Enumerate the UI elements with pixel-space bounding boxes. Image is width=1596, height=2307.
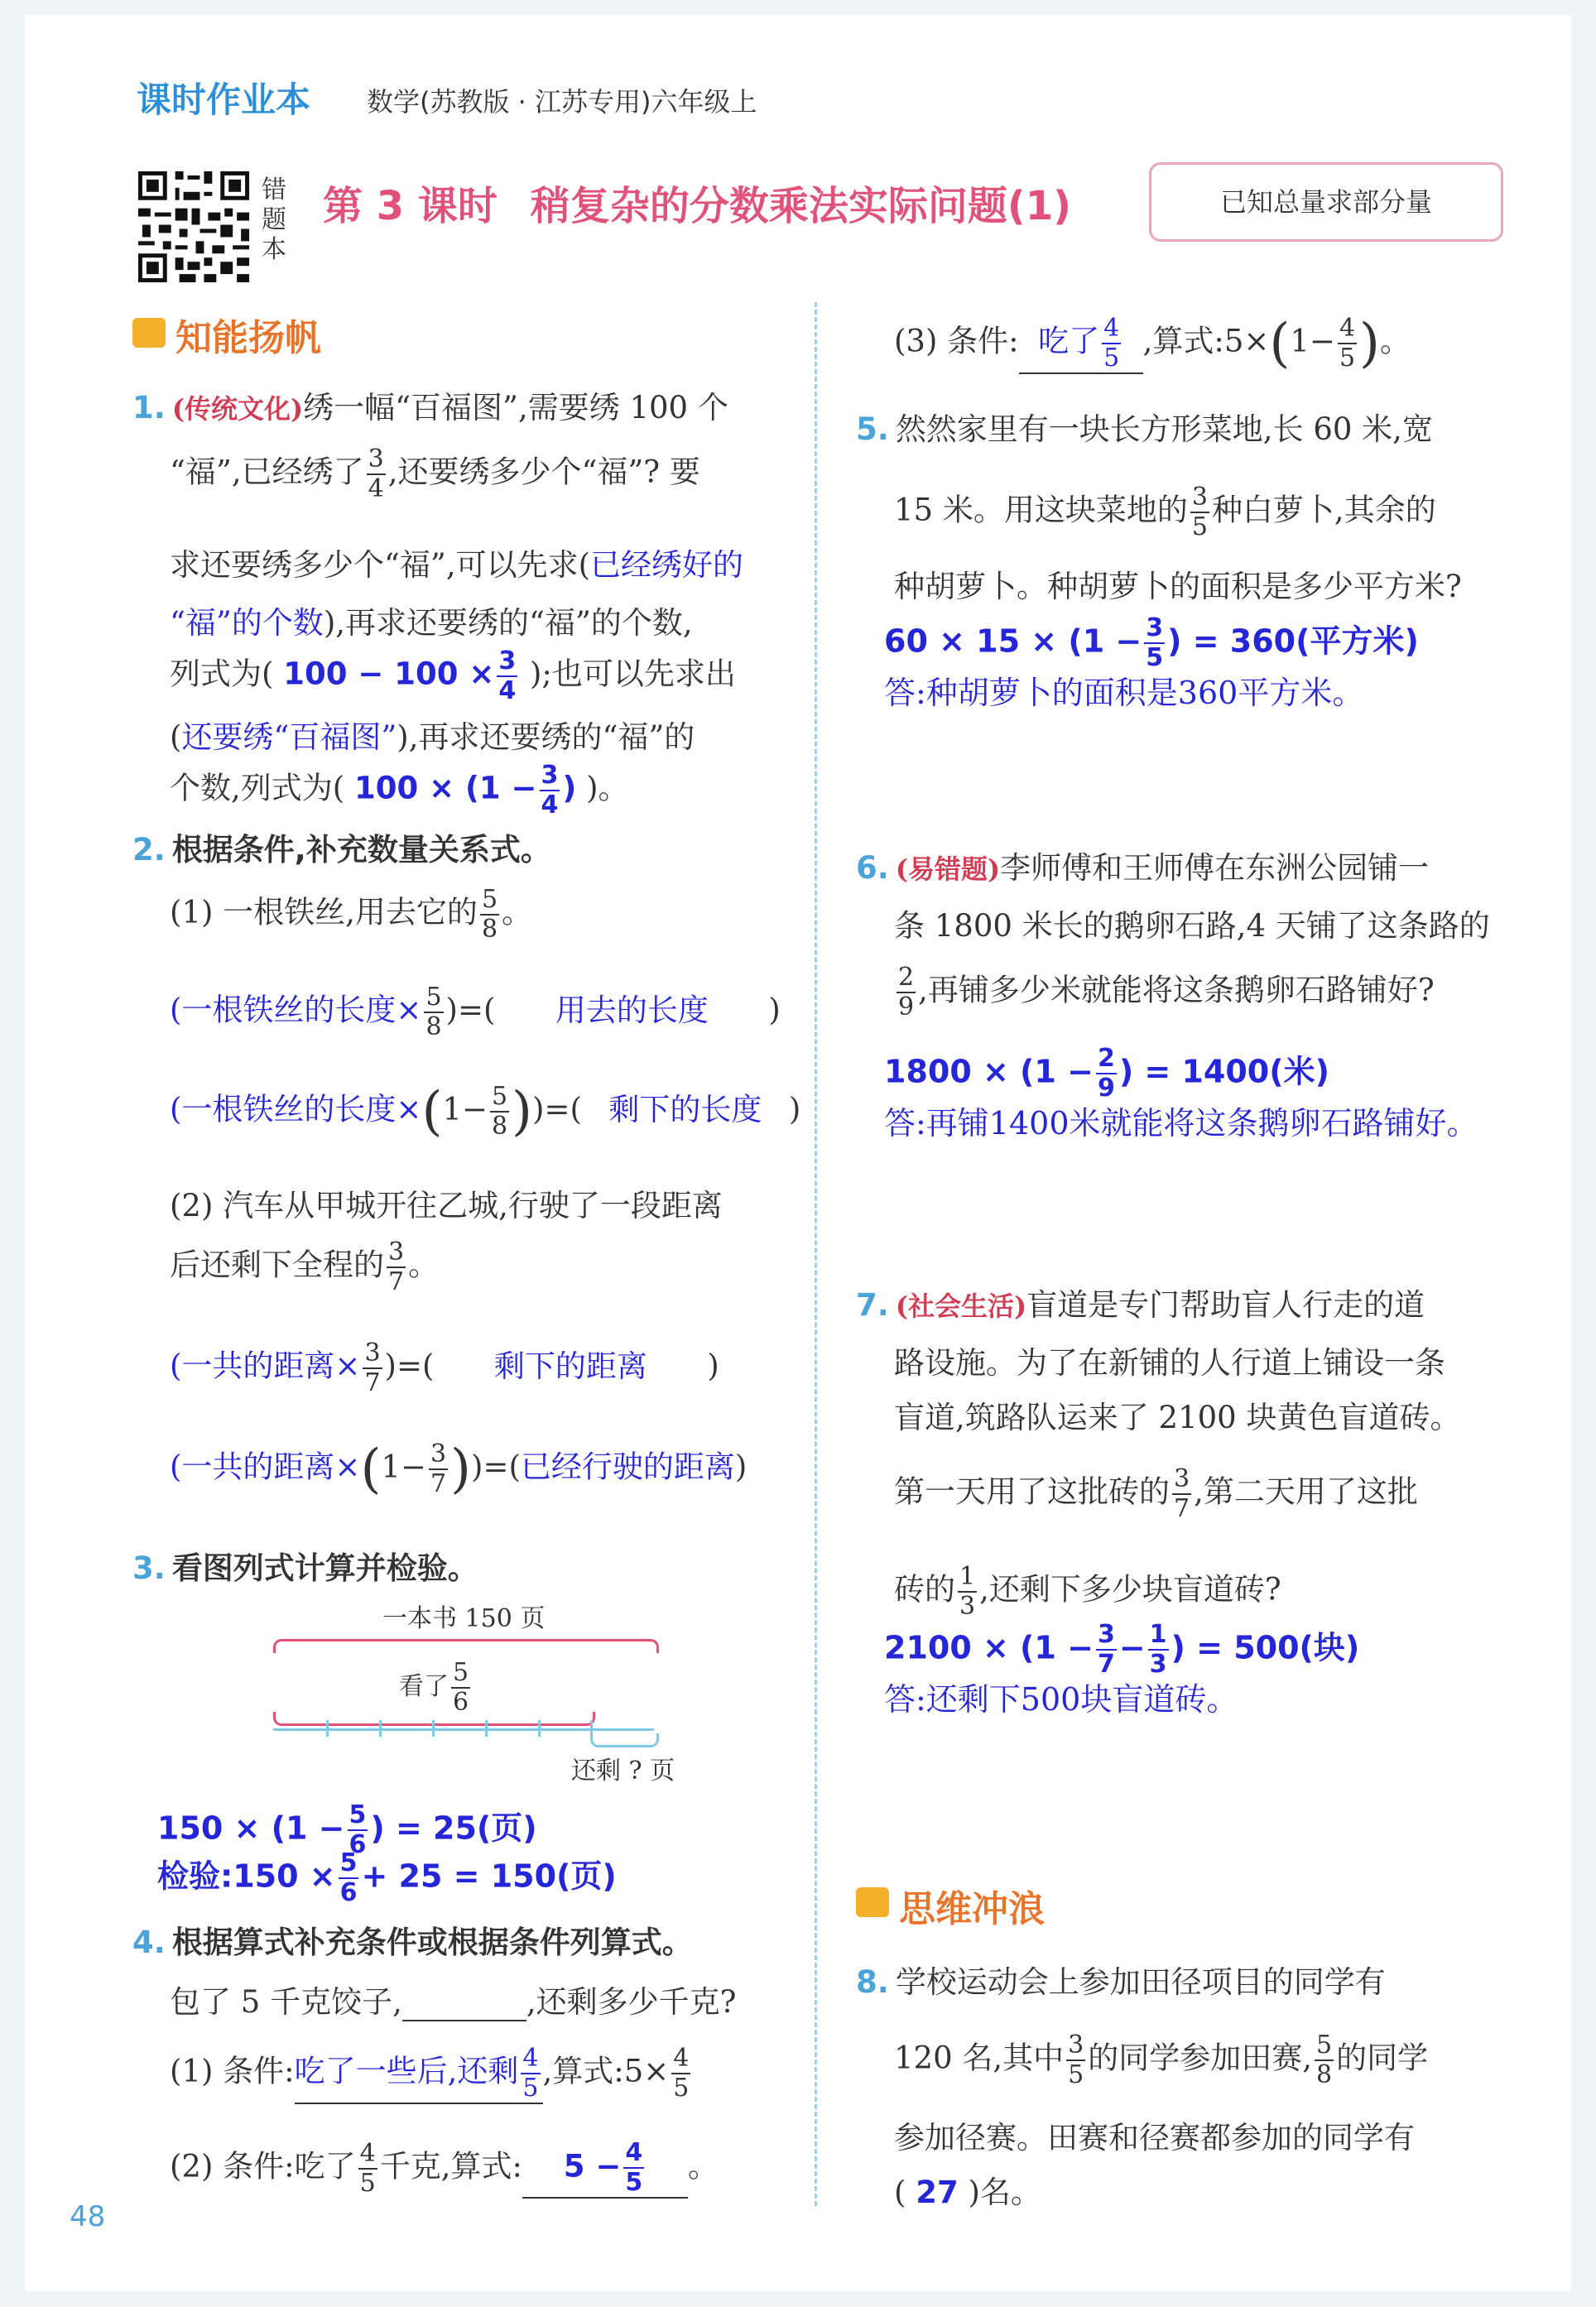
q1-answer-a: 已经绣好的 (590, 547, 744, 583)
q4-answer-2: 5 − (563, 2148, 622, 2184)
q2-answer-2: 剩下的长度 (608, 1091, 762, 1127)
q2-relation2: (一根铁丝的长度×(1− $\frac{5}{8}$ ))=( 剩下的长度 ) (170, 1081, 801, 1142)
q5-line3: 种胡萝卜。种胡萝卜的面积是多少平方米? (894, 569, 1462, 604)
topic-tag-text: 已知总量求部分量 (1219, 186, 1432, 218)
q2-answer-3: 剩下的距离 (493, 1348, 647, 1384)
q1-answer-d: 100 × (1 − (353, 770, 537, 806)
q8-line2: 120 名,其中 $\frac{3}{5}$ 的同学参加田赛, $\frac{5}{8}$ 的同学 (894, 2031, 1429, 2089)
q6-answer-2: 答:再铺1400米就能将这条鹅卵石路铺好。 (884, 1105, 1478, 1141)
page-number: 48 (70, 2200, 106, 2233)
q6-answer-1: 1800 × (1 − $\frac{2}{9}$ ) = 1400(米) (884, 1044, 1329, 1103)
q3-total-label: 一本书 150 页 (382, 1604, 546, 1633)
q1-answer-c: 还要绣“百福图” (181, 719, 397, 755)
q8-answer: 27 (916, 2175, 959, 2210)
qr-label: 错题本 (262, 175, 286, 264)
section-heading-right: 思维冲浪 (899, 1888, 1045, 1930)
q3-rest-label: 还剩 ? 页 (571, 1757, 675, 1786)
q1-line3: 求还要绣多少个“福”,可以先求(已经绣好的 (170, 547, 744, 583)
q2-answer-4: 已经行驶的距离 (520, 1449, 735, 1485)
q2-relation1: (一根铁丝的长度× $\frac{5}{8}$ )=( 用去的长度 ) (170, 983, 781, 1041)
q3-answer-check: 检验:150 × $\frac{5}{6}$ + 25 = 150(页) (157, 1848, 617, 1907)
q4-answer-3: 吃了 (1038, 323, 1100, 359)
wave-icon (856, 1887, 889, 1917)
q4-answer-1: 吃了一些后,还剩 (294, 2053, 519, 2089)
q7-answer-2: 答:还剩下500块盲道砖。 (884, 1681, 1238, 1718)
q3-total-brace (273, 1639, 659, 1653)
q1-line1: 1. (传统文化)绣一幅“百福图”,需要绣 100 个 (132, 390, 728, 425)
q6-line1: 6. (易错题)李师傅和王师傅在东洲公园铺一 (856, 850, 1430, 886)
q6-line2: 条 1800 米长的鹅卵石路,4 天铺了这条路的 (894, 908, 1490, 944)
q7-line5: 砖的 $\frac{1}{3}$ ,还剩下多少块盲道砖? (894, 1562, 1281, 1621)
fraction-3-4: $\frac{3}{4}$ (368, 445, 384, 503)
brand-title: 课时作业本 (137, 79, 311, 120)
q7-line1: 7. (社会生活)盲道是专门帮助盲人行走的道 (856, 1287, 1425, 1323)
q4-part2: (2) 条件:吃了 $\frac{4}{5}$ 千克,算式: 5 − $\frac{4}{5}$ 。 (170, 2138, 719, 2198)
q4-part3: (3) 条件: 吃了 $\frac{4}{5}$ ,算式:5×(1− $\frac{4}{5}$ )。 (894, 313, 1411, 374)
q2-relation3: (一共的距离× $\frac{3}{7}$ )=( 剩下的距离 ) (170, 1339, 719, 1397)
q2-part1: (1) 一根铁丝,用去它的 $\frac{5}{8}$ 。 (170, 885, 533, 944)
q8-line1: 8. 学校运动会上参加田径项目的同学有 (856, 1964, 1386, 2000)
section-heading-left: 知能扬帆 (175, 317, 321, 359)
lesson-number: 第 3 课时 (323, 183, 498, 229)
q8-line4: ( 27 )名。 (894, 2175, 1041, 2210)
lesson-heading (323, 174, 1071, 231)
book-subtitle: 数学(苏教版 · 江苏专用)六年级上 (367, 86, 757, 118)
q5-answer-1: 60 × 15 × (1 − $\frac{3}{5}$ ) = 360(平方米) (884, 613, 1419, 672)
topic-tag (1149, 162, 1503, 242)
q1-line4: “福”的个数),再求还要绣的“福”的个数, (170, 605, 693, 641)
q5-line1: 5. 然然家里有一块长方形菜地,长 60 米,宽 (856, 411, 1433, 447)
q1-tag: (传统文化) (171, 393, 304, 425)
q4-stem: 包了 5 千克饺子, ,还剩多少千克? (170, 1984, 737, 2020)
column-divider (815, 302, 817, 2206)
q1-line6: (还要绣“百福图”),再求还要绣的“福”的 (170, 719, 695, 755)
lesson-title: 稍复杂的分数乘法实际问题(1) (530, 183, 1072, 229)
q8-line3: 参加径赛。田赛和径赛都参加的同学有 (894, 2120, 1415, 2156)
q1-answer-b: 100 − 100 × (283, 656, 495, 692)
q3-book-segment (273, 1728, 654, 1731)
q4-part1: (1) 条件:吃了一些后,还剩 $\frac{4}{5}$ ,算式:5× $\frac{4}{5}$ (170, 2044, 690, 2103)
q3-title: 3. 看图列式计算并检验。 (132, 1550, 478, 1586)
q2-answer-1: 用去的长度 (555, 992, 709, 1028)
q3-rest-brace (590, 1733, 659, 1747)
q3-answer-1: 150 × (1 − $\frac{5}{6}$ ) = 25(页) (157, 1800, 537, 1859)
q2-part2-line2: 后还剩下全程的 $\frac{3}{7}$ 。 (170, 1238, 440, 1296)
q2-part2-line1: (2) 汽车从甲城开往乙城,行驶了一段距离 (170, 1188, 723, 1223)
q1-line7: 个数,列式为( 100 × (1 − $\frac{3}{4}$ ) )。 (170, 761, 629, 819)
q2-title: 2. 根据条件,补充数量关系式。 (132, 832, 551, 868)
sail-icon (132, 318, 166, 348)
q1-number: 1. (132, 390, 166, 425)
q2-relation4: (一共的距离×(1− $\frac{3}{7}$ ))=(已经行驶的距离) (170, 1439, 748, 1500)
q1-line5: 列式为( 100 − 100 × $\frac{3}{4}$ );也可以先求出 (170, 646, 736, 705)
q7-line2: 路设施。为了在新铺的人行道上铺设一条 (894, 1345, 1445, 1381)
q4-title: 4. 根据算式补充条件或根据条件列算式。 (132, 1925, 693, 1960)
q7-line4: 第一天用了这批砖的 $\frac{3}{7}$ ,第二天用了这批 (894, 1464, 1418, 1523)
q1-line2: “福”,已经绣了 $\frac{3}{4}$ ,还要绣多少个“福”? 要 (170, 445, 700, 503)
q7-answer-1: 2100 × (1 − $\frac{3}{7}$ − $\frac{1}{3}$ ) = 500(块) (884, 1620, 1360, 1679)
q5-answer-2: 答:种胡萝卜的面积是360平方米。 (884, 675, 1364, 711)
q3-read-label: 看了 $\frac{5}{6}$ (399, 1658, 469, 1717)
q5-line2: 15 米。用这块菜地的 $\frac{3}{5}$ 种白萝卜,其余的 (894, 483, 1436, 541)
q6-line3: $\frac{2}{9}$ ,再铺多少米就能将这条鹅卵石路铺好? (898, 963, 1435, 1021)
qr-code-icon[interactable] (134, 167, 253, 286)
q7-line3: 盲道,筑路队运来了 2100 块黄色盲道砖。 (894, 1400, 1461, 1435)
